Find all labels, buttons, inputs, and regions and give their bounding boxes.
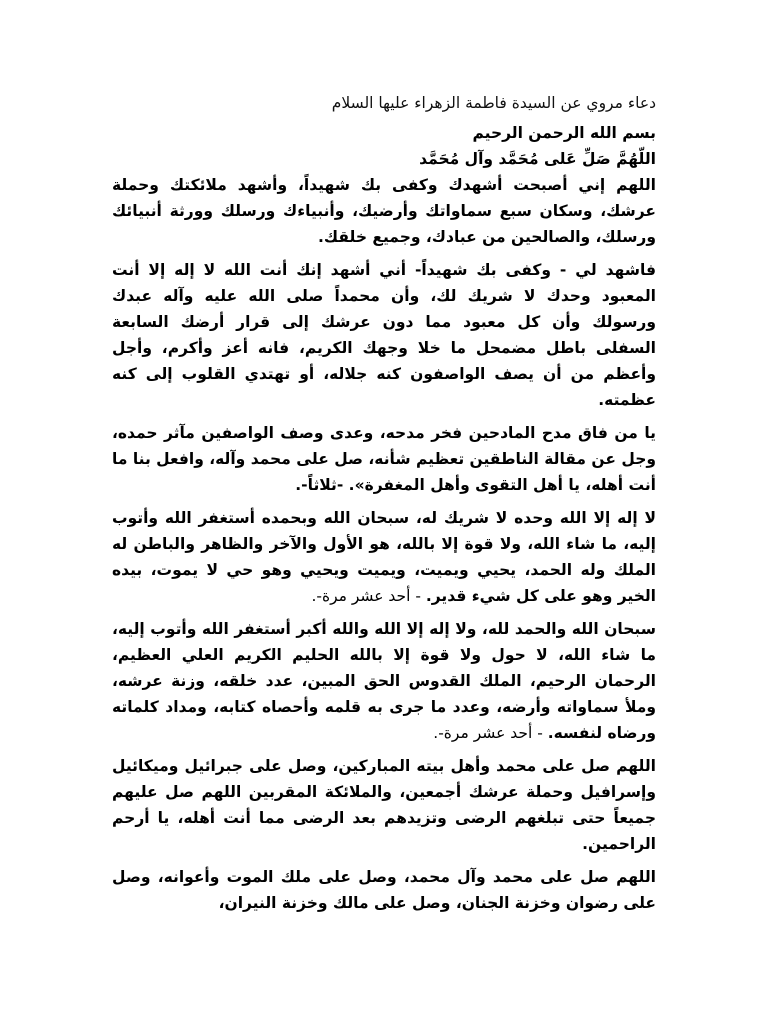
paragraph-text: فاشهد لي - وكفى بك شهيداً- أني أشهد إنك أنت الله لا إله إلا أنت المعبود وحدك لا شريك لك، وأن محمداً صلى الله عليه وآله عبدك ورسولك وأن كل معبود مما دون عرشك إلى قرار أرضك السابعة السفلى باطل مضمحل ما خلا وجهك الكريم، فانه أعز وأكرم، وأجل وأعظم من أن يصف الواصفون كنه جلاله، أو تهتدي القلوب إلى كنه عظمته.	[112, 261, 656, 409]
paragraph-text: اللهم صل على محمد وآل محمد، وصل على ملك الموت وأعوانه، وصل على رضوان وخزنة الجنان، وصل على مالك وخزنة النيران،	[112, 868, 656, 912]
opening-paragraph	[112, 120, 656, 250]
paragraph	[112, 864, 656, 916]
opening-text: اللهم إني أصبحت أشهدك وكفى بك شهيداً، وأشهد ملائكتك وحملة عرشك، وسكان سبع سماواتك وأرضيك، وأنبياءك ورسلك وورثة أنبيائك ورسلك، والصالحين من عبادك، وجميع خلقك.	[112, 176, 656, 246]
paragraph-note: - أحد عشر مرة-.	[311, 587, 426, 605]
document-title: دعاء مروي عن السيدة فاطمة الزهراء عليها السلام	[331, 94, 656, 112]
paragraph	[112, 257, 656, 413]
paragraph	[112, 420, 656, 498]
paragraph	[112, 753, 656, 857]
paragraph	[112, 505, 656, 609]
paragraph	[112, 616, 656, 746]
basmala-line: بسم الله الرحمن الرحيم	[472, 124, 656, 142]
salawat-line: اللّهُمَّ صَلِّ عَلى مُحَمَّد وآل مُحَمَّد	[419, 150, 656, 168]
document-page	[112, 92, 656, 923]
paragraph-text: سبحان الله والحمد لله، ولا إله إلا الله والله أكبر أستغفر الله وأتوب إليه، ما شاء الله، لا حول ولا قوة إلا بالله الحليم الكريم العلي العظيم، الرحمان الرحيم، الملك القدوس الحق المبين، عدد خلقه، وزنة عرشه، وملأ سماواته وأرضه، وعدد ما جرى به قلمه وأحصاه كتابه، ومداد كلماته ورضاه لنفسه.	[112, 620, 656, 742]
paragraph-text: يا من فاق مدح المادحين فخر مدحه، وعدى وصف الواصفين مآثر حمده، وجل عن مقالة الناطقين تعظيم شأنه، صل على محمد وآله، وافعل بنا ما أنت أهله، يا أهل التقوى وأهل المغفرة». -ثلاثاً-.	[112, 424, 656, 494]
paragraph-text: اللهم صل على محمد وأهل بيته المباركين، وصل على جبرائيل وميكائيل وإسرافيل وحملة عرشك أجمعين، والملائكة المقربين اللهم صل عليهم جميعاً حتى تبلغهم الرضى وتزيدهم بعد الرضى مما أنت أهله، يا أرحم الراحمين.	[112, 757, 656, 853]
paragraph-note: - أحد عشر مرة-.	[433, 724, 548, 742]
paragraph-text: لا إله إلا الله وحده لا شريك له، سبحان الله وبحمده أستغفر الله وأتوب إليه، ما شاء الله، ولا قوة إلا بالله، هو الأول والآخر والظاهر والباطن له الملك وله الحمد، يحيي ويميت، ويميت ويحيي وهو حي لا يموت، بيده الخير وهو على كل شيء قدير.	[112, 509, 656, 605]
